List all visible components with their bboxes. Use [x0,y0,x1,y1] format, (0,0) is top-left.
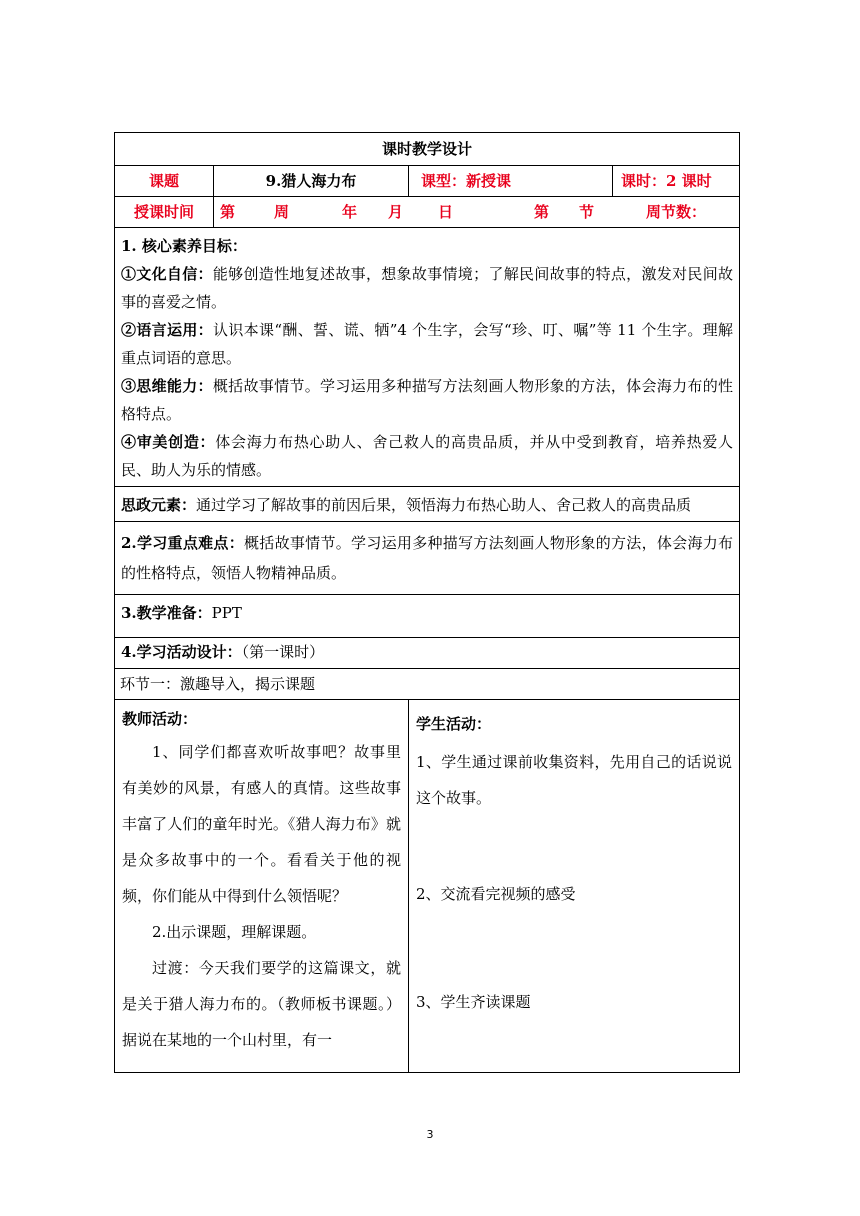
topic-label: 课题 [115,166,214,197]
time-label: 授课时间 [115,197,214,228]
teacher-paragraph: 过渡：今天我们要学的这篇课文，就是关于猎人海力布的。（教师板书课题。）据说在某地的一个山村里，有一 [122,959,401,1049]
ideology-label: 思政元素： [121,496,197,514]
time-year: 年 [342,203,358,221]
time-month: 月 [388,203,404,221]
lesson-hours: 课时：2 课时 [613,166,740,197]
topic-value: 9.猎人海力布 [214,166,409,197]
section-title: 环节一：激趣导入，揭示课题 [115,669,740,700]
lesson-plan-table [114,132,740,1073]
teacher-activity [115,700,409,1073]
time-period-ordinal: 第 [534,203,550,221]
goals-heading: 1. 核心素养目标： [121,237,247,255]
lesson-type: 课型：新授课 [409,166,613,197]
time-fields [214,197,740,228]
student-activity [409,700,740,1073]
time-day: 日 [438,203,454,221]
key-points-text: 概括故事情节。学习运用多种描写方法刻画人物形象的方法，体会海力布的性格特点，领悟人物精神品质。 [121,534,734,582]
goals-block [115,228,740,487]
student-item: 1、学生通过课前收集资料，先用自己的话说说这个故事。 [416,753,733,807]
activity-text: （第一课时） [241,643,325,661]
activity-block [115,638,740,669]
ideology-text: 通过学习了解故事的前因后果，领悟海力布热心助人、舍己救人的高贵品质 [196,496,692,514]
page-number: 3 [426,1128,434,1141]
student-item: 3、学生齐读课题 [416,993,531,1011]
teacher-paragraph: 1、同学们都喜欢听故事吧？故事里有美妙的风景，有感人的真情。这些故事丰富了人们的童年时光。《猎人海力布》就是众多故事中的一个。看看关于他的视频，你们能从中得到什么领悟呢？ [122,743,401,905]
prep-text: PPT [211,604,242,622]
goal-item: ③思维能力：概括故事情节。学习运用多种描写方法刻画人物形象的方法，体会海力布的性格特点。 [121,377,734,423]
goal-item: ④审美创造：体会海力布热心助人、舍己救人的高贵品质，并从中受到教育，培养热爱人民、助人为乐的情感。 [121,433,734,479]
table-title: 课时教学设计 [115,133,740,166]
time-week: 周 [274,203,290,221]
goal-item: ②语言运用：认识本课“酬、誓、谎、牺”4 个生字，会写“珍、叮、嘱”等 11 个生字。理解重点词语的意思。 [121,321,734,367]
time-week-ordinal: 第 [220,203,236,221]
prep-label: 3.教学准备： [121,604,212,622]
key-points-label: 2.学习重点难点： [121,534,244,552]
activity-label: 4.学习活动设计： [121,643,242,661]
prep-block [115,595,740,638]
student-item: 2、交流看完视频的感受 [416,885,576,903]
teacher-heading: 教师活动： [122,710,198,728]
time-weekly-count: 周节数： [646,203,707,221]
ideology-block [115,487,740,522]
student-heading: 学生活动： [416,715,492,733]
teacher-paragraph: 2.出示课题，理解课题。 [152,923,317,941]
goal-item: ①文化自信：能够创造性地复述故事，想象故事情境；了解民间故事的特点，激发对民间故事的喜爱之情。 [121,265,734,311]
key-points-block [115,522,740,595]
time-period: 节 [579,203,595,221]
